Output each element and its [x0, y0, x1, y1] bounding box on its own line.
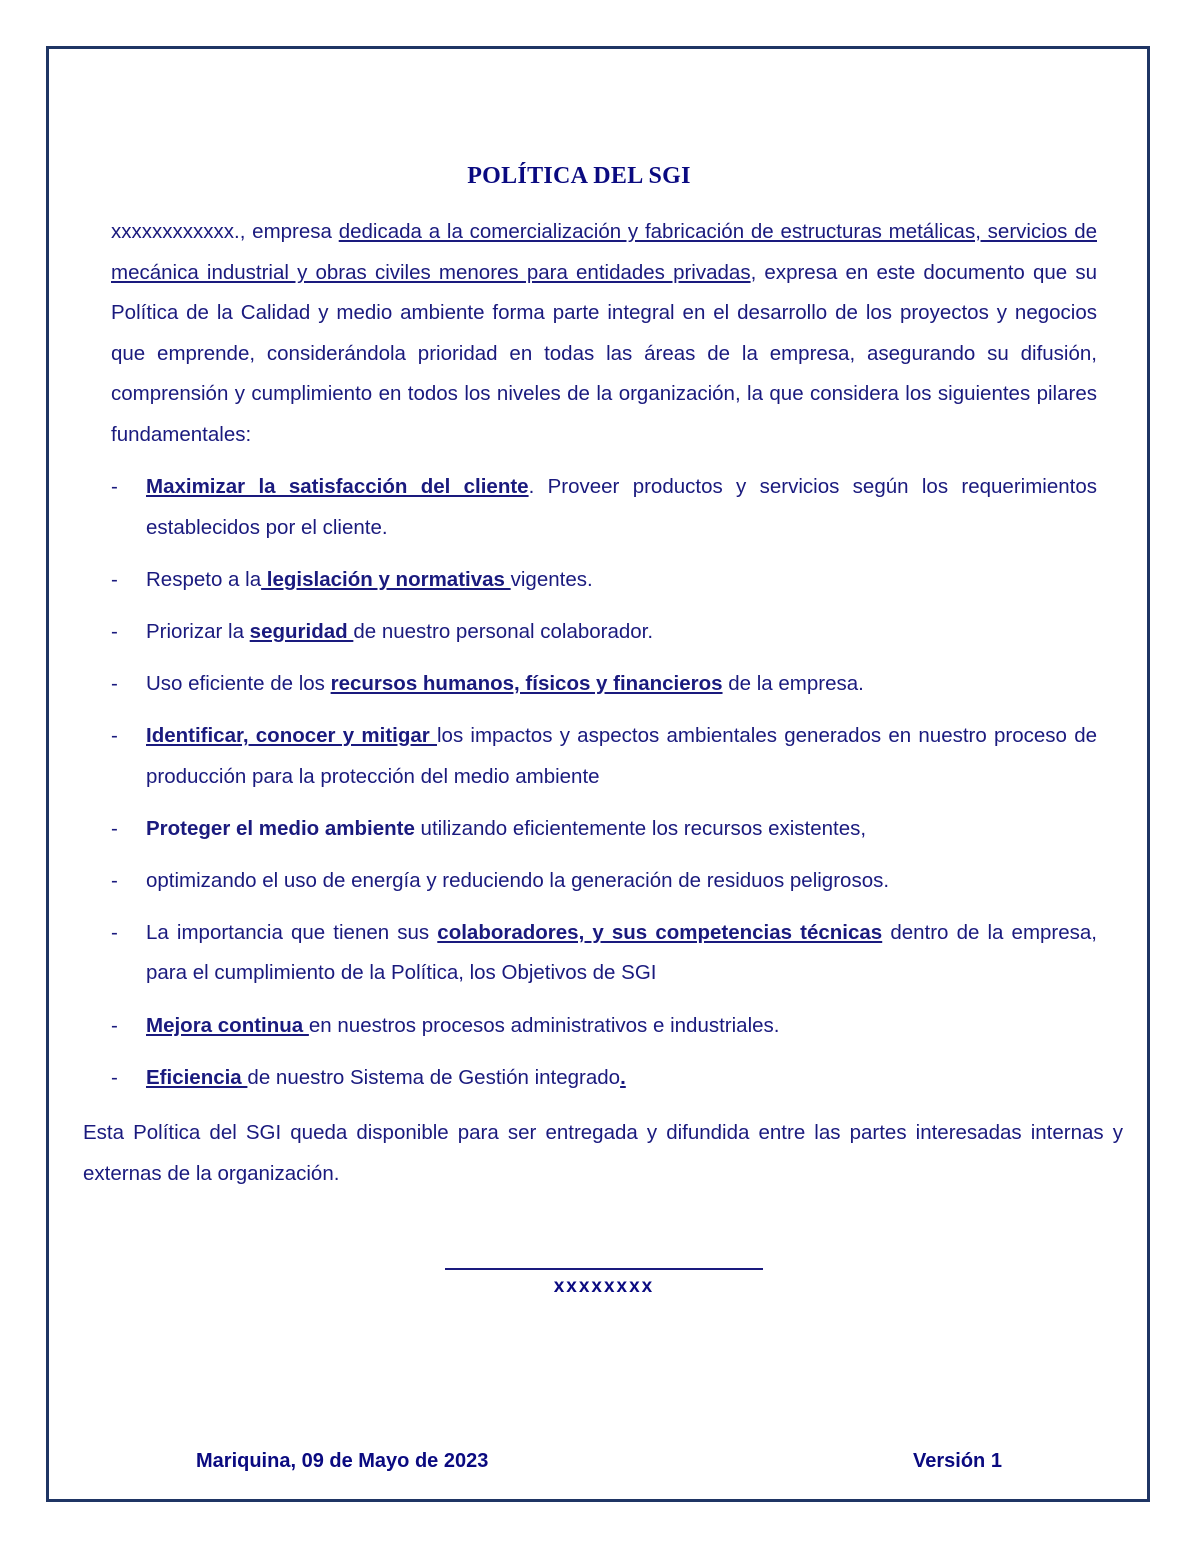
company-activity: dedicada a la comercialización y fabricación de estructuras metálicas, servicios de mecánica industrial y obras civiles menores para entidades privadas [111, 220, 1097, 284]
intro-text-2: , expresa en este documento que su Política de la Calidad y medio ambiente forma parte integral en el desarrollo de los proyectos y negocios que emprende, considerándola prioridad en todas las áreas de la empresa, asegurando su difusión, comprensión y cumplimiento en todos los niveles de la organización, la que considera los siguientes pilares fundamentales: [111, 260, 1097, 446]
intro-paragraph [111, 212, 1097, 456]
closing-paragraph: Esta Política del SGI queda disponible para ser entregada y difundida entre las partes interesadas internas y externas de la organización. [83, 1121, 1123, 1185]
pillar-emphasis: Identificar, conocer y mitigar [146, 723, 437, 747]
bullet-marker: - [111, 816, 118, 840]
pillar-text: dentro de la empresa, para el cumplimiento de la Política, los Objetivos de SGI [146, 920, 1098, 985]
bullet-marker: - [111, 920, 118, 944]
pillar-item [111, 861, 1097, 902]
pillar-text: . Proveer productos y servicios según los requerimientos establecidos por el cliente. [146, 475, 1097, 539]
pillar-text: Priorizar la [146, 619, 250, 643]
footer-version: Versión 1 [913, 1450, 1002, 1472]
pillar-item [111, 716, 1097, 797]
pillar-emphasis: colaboradores, y sus competencias técnicas [437, 920, 883, 944]
pillar-item [111, 467, 1097, 548]
pillar-text: optimizando el uso de energía y reduciendo la generación de residuos peligrosos. [146, 868, 890, 892]
pillar-emphasis: Proteger el medio ambiente [146, 816, 415, 840]
bullet-marker: - [111, 1065, 118, 1089]
pillar-text: La importancia que tienen sus [146, 920, 438, 944]
pillar-item [111, 913, 1097, 994]
intro-text-1: ., empresa [234, 220, 339, 243]
pillar-emphasis: Maximizar la satisfacción del cliente [146, 475, 529, 498]
pillar-emphasis: recursos humanos, físicos y financieros [330, 671, 723, 695]
company-name: xxxxxxxxxxxx [111, 220, 234, 243]
pillar-item [111, 1058, 1097, 1099]
pillar-tail: . [620, 1065, 626, 1089]
bullet-marker: - [111, 723, 118, 747]
bullet-marker: - [111, 671, 118, 695]
pillar-text: de la empresa. [722, 671, 864, 695]
pillar-emphasis: Mejora continua [146, 1013, 309, 1037]
pillar-text: Uso eficiente de los [146, 671, 331, 695]
pillar-text: utilizando eficientemente los recursos existentes, [414, 816, 867, 840]
pillar-text: de nuestro Sistema de Gestión integrado [247, 1065, 621, 1089]
pillars-list [111, 467, 1097, 1110]
bullet-marker: - [111, 868, 118, 892]
pillar-item [111, 664, 1097, 705]
pillar-item [111, 612, 1097, 653]
pillar-text: de nuestro personal colaborador. [353, 619, 654, 643]
pillar-emphasis: Eficiencia [146, 1065, 248, 1089]
bullet-marker: - [111, 567, 118, 591]
pillar-emphasis: legislación y normativas [261, 567, 511, 591]
pillar-item [111, 560, 1097, 601]
pillar-text: Respeto a la [146, 567, 262, 591]
document-title: POLÍTICA DEL SGI [467, 163, 691, 189]
bullet-marker: - [111, 475, 118, 498]
pillar-item [111, 1006, 1097, 1047]
signature-line [445, 1268, 763, 1270]
bullet-marker: - [111, 1013, 118, 1037]
pillar-text: vigentes. [510, 567, 593, 591]
bullet-marker: - [111, 619, 118, 643]
pillar-item [111, 809, 1097, 850]
pillar-emphasis: seguridad [249, 619, 354, 643]
signature-name: xxxxxxxx [553, 1276, 655, 1297]
footer-place-date: Mariquina, 09 de Mayo de 2023 [196, 1450, 489, 1472]
pillar-text: los impactos y aspectos ambientales generados en nuestro proceso de producción para la protección del medio ambiente [146, 723, 1097, 788]
pillar-text: en nuestros procesos administrativos e industriales. [308, 1013, 780, 1037]
